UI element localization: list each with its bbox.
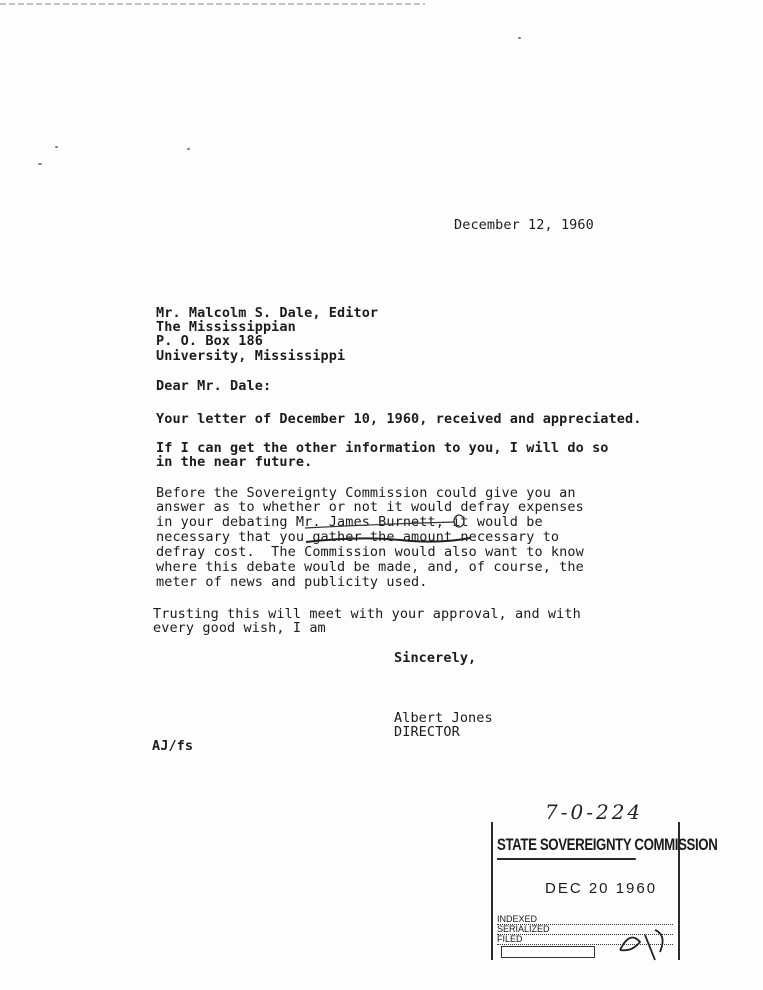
address-line-4: University, Mississippi <box>156 348 346 364</box>
signer-title: DIRECTOR <box>394 724 460 740</box>
salutation: Dear Mr. Dale: <box>156 378 272 394</box>
paragraph-3-line-7: meter of news and publicity used. <box>156 574 428 590</box>
paragraph-3-line-6: where this debate would be made, and, of course, the <box>156 559 584 575</box>
closing: Sincerely, <box>394 650 477 666</box>
stamp-agency: STATE SOVEREIGNTY COMMISSION <box>497 832 636 860</box>
handwritten-file-number: 7-0-224 <box>545 800 644 824</box>
paragraph-3-line-1: Before the Sovereignty Commission could give you an <box>156 485 576 501</box>
address-line-3: P. O. Box 186 <box>156 333 263 349</box>
stamp-indexed: INDEXED <box>497 914 673 925</box>
paragraph-3-line-5: defray cost. The Commission would also want to know <box>156 544 584 560</box>
paragraph-3-line-2: answer as to whether or not it would defray expenses <box>156 499 584 515</box>
paragraph-2-line-1: If I can get the other information to you, I will do so <box>156 440 609 456</box>
paragraph-2-line-2: in the near future. <box>156 454 313 470</box>
stamp-date: DEC 20 1960 <box>545 880 658 897</box>
paragraph-4-line-1: Trusting this will meet with your approval, and with <box>153 606 581 622</box>
typist-initials: AJ/fs <box>152 738 194 754</box>
signer-name: Albert Jones <box>394 710 493 726</box>
paragraph-3-line-4: necessary that you gather the amount necessary to <box>156 529 560 545</box>
stamp-box <box>501 946 595 958</box>
paragraph-1-line-1: Your letter of December 10, 1960, received and appreciated. <box>156 411 642 427</box>
letter-date: December 12, 1960 <box>454 217 594 233</box>
commission-stamp <box>491 822 718 960</box>
address-line-2: The Mississippian <box>156 319 296 335</box>
stamp-serialized: SERIALIZED <box>497 924 673 935</box>
stamp-filed: FILED <box>497 934 673 945</box>
paragraph-4-line-2: every good wish, I am <box>153 620 326 636</box>
address-line-1: Mr. Malcolm S. Dale, Editor <box>156 305 379 321</box>
paragraph-3-line-3: in your debating Mr. James Burnett, it would be <box>156 514 543 530</box>
